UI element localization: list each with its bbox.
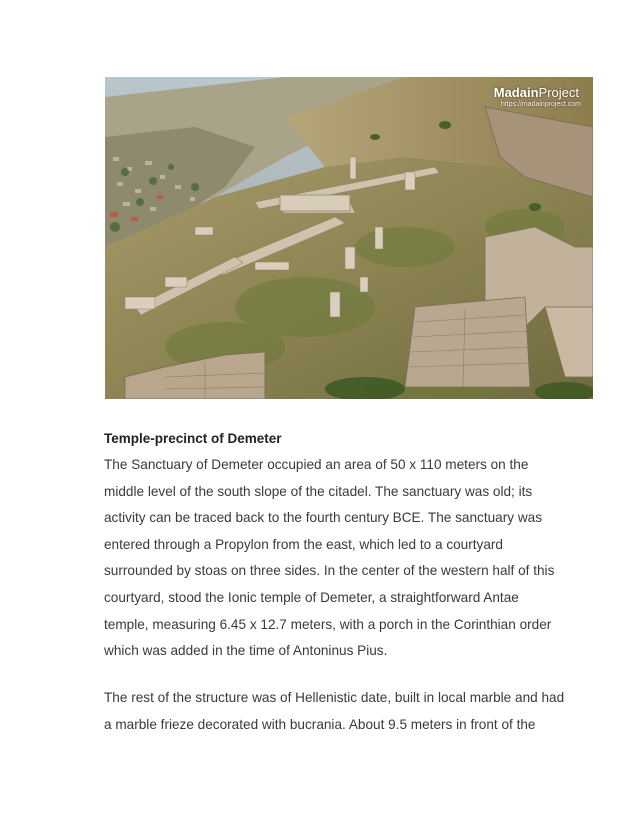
text-line: temple, measuring 6.45 x 12.7 meters, with a porch in the Corinthian order	[104, 616, 552, 632]
section-heading: Temple-precinct of Demeter	[104, 431, 282, 446]
text-line: entered through a Propylon from the east, which led to a courtyard	[104, 536, 503, 552]
watermark-logo	[494, 85, 579, 100]
text-line: The rest of the structure was of Hellenistic date, built in local marble and had	[104, 690, 565, 705]
text-line: courtyard, stood the Ionic temple of Demeter, a straightforward Antae	[104, 589, 519, 605]
watermark-brand-bold: Madain	[493, 85, 539, 100]
ruins-photo	[105, 77, 593, 399]
paragraph-1	[104, 452, 574, 665]
paragraph-2	[104, 685, 574, 738]
sanctuary-ruins-image	[105, 77, 593, 399]
text-line: middle level of the south slope of the citadel. The sanctuary was old; its	[104, 483, 533, 499]
text-line: The Sanctuary of Demeter occupied an area of 50 x 110 meters on the	[104, 457, 529, 472]
watermark-brand-light: Project	[538, 85, 579, 100]
text-line: activity can be traced back to the fourth century BCE. The sanctuary was	[104, 510, 542, 526]
text-line: which was added in the time of Antoninus Pius.	[104, 643, 388, 659]
text-line: a marble frieze decorated with bucrania. About 9.5 meters in front of the	[104, 716, 536, 732]
watermark-url: https://madainproject.com	[500, 101, 581, 108]
text-line: surrounded by stoas on three sides. In the center of the western half of this	[104, 563, 555, 579]
